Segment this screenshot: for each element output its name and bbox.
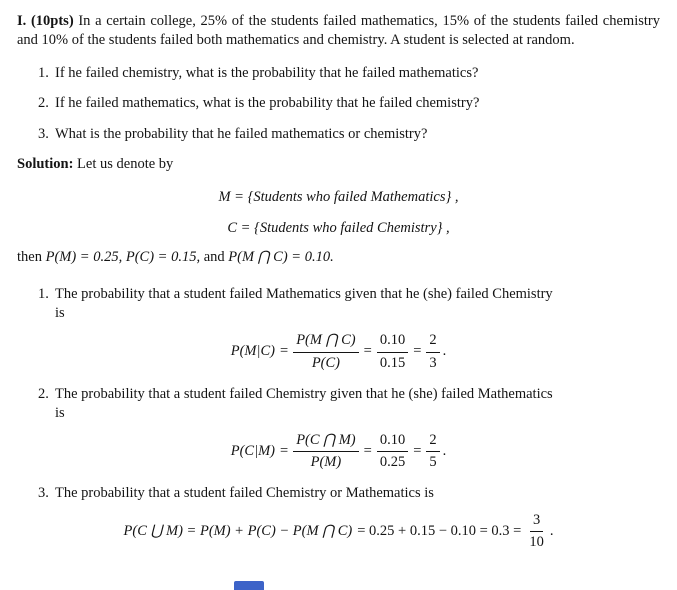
solution-item-text: The probability that a student failed Chemistry or Mathematics is bbox=[55, 485, 434, 502]
question-text: If he failed chemistry, what is the probability that he failed mathematics? bbox=[55, 65, 479, 82]
solution-item-body bbox=[55, 484, 660, 554]
solution-label: Solution: bbox=[17, 155, 74, 172]
period: . bbox=[442, 343, 447, 360]
fraction-denominator: P(C) bbox=[311, 354, 340, 371]
fraction-denominator: 5 bbox=[429, 454, 437, 470]
solution-item-number: 3. bbox=[38, 485, 49, 502]
solution-item-text: The probability that a student failed Chemistry given that he (she) failed Mathematics bbox=[55, 385, 553, 402]
equals-sign: = bbox=[280, 442, 289, 459]
equals-sign: = bbox=[363, 343, 372, 360]
question-item-2 bbox=[38, 94, 660, 113]
equals-sign: = bbox=[363, 442, 372, 459]
solution-item-text: The probability that a student failed Mathematics given that he (she) failed Chemistry bbox=[55, 286, 553, 303]
solution-item-3 bbox=[38, 484, 660, 554]
question-number: 3. bbox=[38, 125, 49, 142]
then-and: and bbox=[203, 249, 225, 265]
fraction-denominator: 3 bbox=[429, 354, 437, 371]
solution-lead bbox=[17, 155, 660, 174]
formula-lhs: P(M|C) bbox=[230, 343, 276, 360]
fraction-symbolic bbox=[293, 331, 358, 372]
formula-lhs: P(C|M) bbox=[230, 442, 276, 459]
formula-conditional-c-given-m bbox=[36, 431, 641, 472]
question-number: 1. bbox=[38, 65, 49, 82]
fraction-numerator: 0.10 bbox=[377, 431, 408, 452]
fraction-result bbox=[426, 431, 439, 472]
problem-label: I. (10pts) bbox=[17, 13, 74, 29]
formula-symbolic-part: P(C ⋃ M) = P(M) + P(C) − P(M ⋂ C) bbox=[123, 523, 353, 540]
fraction-denominator: 0.25 bbox=[379, 454, 406, 470]
fraction-numerator: 3 bbox=[530, 511, 543, 532]
question-list bbox=[17, 64, 660, 143]
definition-c: C = {Students who failed Chemistry} , bbox=[227, 219, 450, 236]
fraction-result bbox=[526, 511, 547, 552]
question-text: If he failed mathematics, what is the probability that he failed chemistry? bbox=[55, 95, 480, 112]
solution-item-1 bbox=[38, 285, 660, 375]
problem-statement bbox=[17, 12, 660, 50]
question-number: 2. bbox=[38, 95, 49, 112]
fraction-result bbox=[426, 331, 439, 372]
solution-item-text-2: is bbox=[55, 305, 65, 322]
solution-item-body bbox=[55, 385, 660, 475]
fraction-denominator: P(M) bbox=[310, 454, 342, 470]
fraction-numerator: 2 bbox=[426, 431, 439, 452]
solution-item-number: 2. bbox=[38, 385, 49, 402]
fraction-numerator: 2 bbox=[426, 331, 439, 352]
equals-sign: = bbox=[280, 343, 289, 360]
solution-item-number: 1. bbox=[38, 286, 49, 303]
given-values-2: P(M ⋂ C) = 0.10. bbox=[228, 249, 334, 265]
fraction-numerator: 0.10 bbox=[377, 331, 408, 352]
formula-conditional-m-given-c bbox=[36, 331, 641, 372]
solution-item-text-2: is bbox=[55, 404, 65, 421]
solution-item-body bbox=[55, 285, 660, 375]
fraction-numerator: P(M ⋂ C) bbox=[293, 331, 358, 352]
fraction-denominator: 10 bbox=[529, 534, 544, 551]
fraction-values bbox=[377, 431, 408, 472]
fraction-values bbox=[377, 331, 408, 372]
fraction-denominator: 0.15 bbox=[379, 354, 406, 371]
question-item-3 bbox=[38, 125, 660, 144]
fraction-symbolic bbox=[293, 431, 358, 472]
equals-sign: = bbox=[413, 442, 422, 459]
formula-values-part: = 0.25 + 0.15 − 0.10 = 0.3 = bbox=[357, 523, 522, 540]
period: . bbox=[549, 523, 554, 540]
question-text: What is the probability that he failed mathematics or chemistry? bbox=[55, 125, 428, 142]
solution-item-2 bbox=[38, 385, 660, 475]
given-values-1: P(M) = 0.25, P(C) = 0.15, bbox=[45, 249, 201, 265]
fraction-numerator: P(C ⋂ M) bbox=[293, 431, 358, 452]
bottom-blue-bar[interactable] bbox=[234, 581, 264, 590]
equals-sign: = bbox=[413, 343, 422, 360]
then-prefix: then bbox=[17, 249, 42, 265]
formula-union bbox=[36, 511, 641, 552]
problem-intro-text: In a certain college, 25% of the students failed mathematics, 15% of the students failed chemistry and 10% of the students failed both mathematics and chemistry. A student is selected at random. bbox=[17, 13, 660, 49]
period: . bbox=[442, 442, 447, 459]
question-item-1 bbox=[38, 64, 660, 83]
given-values-line bbox=[17, 248, 660, 267]
solution-list bbox=[17, 285, 660, 554]
solution-lead-text: Let us denote by bbox=[77, 155, 174, 172]
definition-m: M = {Students who failed Mathematics} , bbox=[218, 188, 459, 205]
